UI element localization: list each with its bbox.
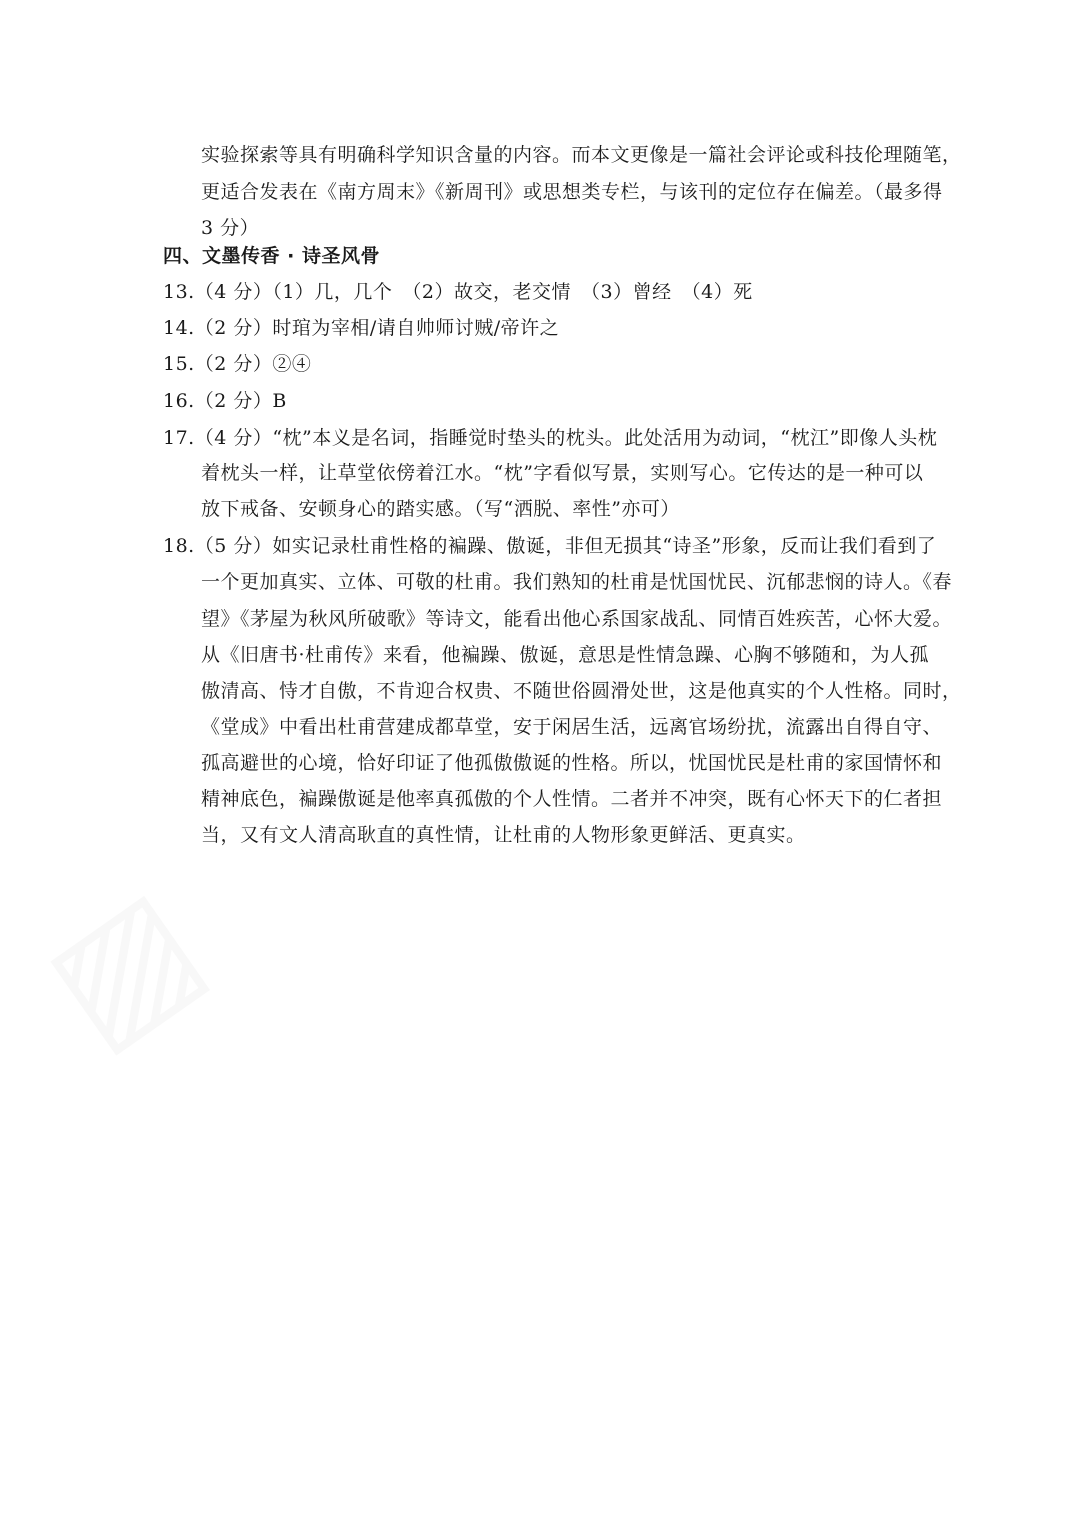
answer-18-line: 傲清高、恃才自傲，不肯迎合权贵、不随世俗圆滑处世，这是他真实的个人性格。同时， [201,680,962,702]
answer-18-line: 望》《茅屋为秋风所破歌》等诗文，能看出他心系国家战乱、同情百姓疾苦，心怀大爱。 [201,608,953,630]
answer-17-line: 着枕头一样，让草堂依傍着江水。“枕”字看似写景，实则写心。它传达的是一种可以 [201,462,924,484]
answer-18-line: 《堂成》中看出杜甫营建成都草堂，安于闲居生活，远离官场纷扰，流露出自得自守、 [201,716,943,738]
answer-14: 14.（2 分）时琯为宰相/请自帅师讨贼/帝许之 [163,317,560,339]
answer-17-line: 17.（4 分）“枕”本义是名词，指睡觉时垫头的枕头。此处活用为动词，“枕江”即像人头枕 [163,427,938,449]
answer-18-line: 精神底色，褊躁傲诞是他率真孤傲的个人性情。二者并不冲突，既有心怀天下的仁者担 [201,788,943,810]
text-line: 更适合发表在《南方周末》《新周刊》或思想类专栏，与该刊的定位存在偏差。（最多得 [201,181,943,203]
text-line: 实验探索等具有明确科学知识含量的内容。而本文更像是一篇社会评论或科技伦理随笔， [201,144,962,166]
answer-18-line: 从《旧唐书·杜甫传》来看，他褊躁、傲诞，意思是性情急躁、心胸不够随和，为人孤 [201,644,930,666]
answer-18-line: 一个更加真实、立体、可敬的杜甫。我们熟知的杜甫是忧国忧民、沉郁悲悯的诗人。《春 [201,571,953,593]
text-line: 3 分） [201,217,260,239]
answer-18-line: 当，又有文人清高耿直的真性情，让杜甫的人物形象更鲜活、更真实。 [201,824,806,846]
answer-13: 13.（4 分）（1）几，几个 （2）故交，老交情 （3）曾经 （4）死 [163,281,753,303]
section-title: 四、文墨传香 · 诗圣风骨 [163,245,380,267]
answer-16: 16.（2 分）B [163,390,287,412]
answer-15: 15.（2 分）②④ [163,353,312,375]
answer-17-line: 放下戒备、安顿身心的踏实感。（写“洒脱、率性”亦可） [201,498,680,520]
answer-18-line: 孤高避世的心境，恰好印证了他孤傲傲诞的性格。所以，忧国忧民是杜甫的家国情怀和 [201,752,943,774]
watermark: ▨ [15,854,232,1078]
answer-18-line: 18.（5 分）如实记录杜甫性格的褊躁、傲诞，非但无损其“诗圣”形象，反而让我们看到了 [163,535,937,557]
